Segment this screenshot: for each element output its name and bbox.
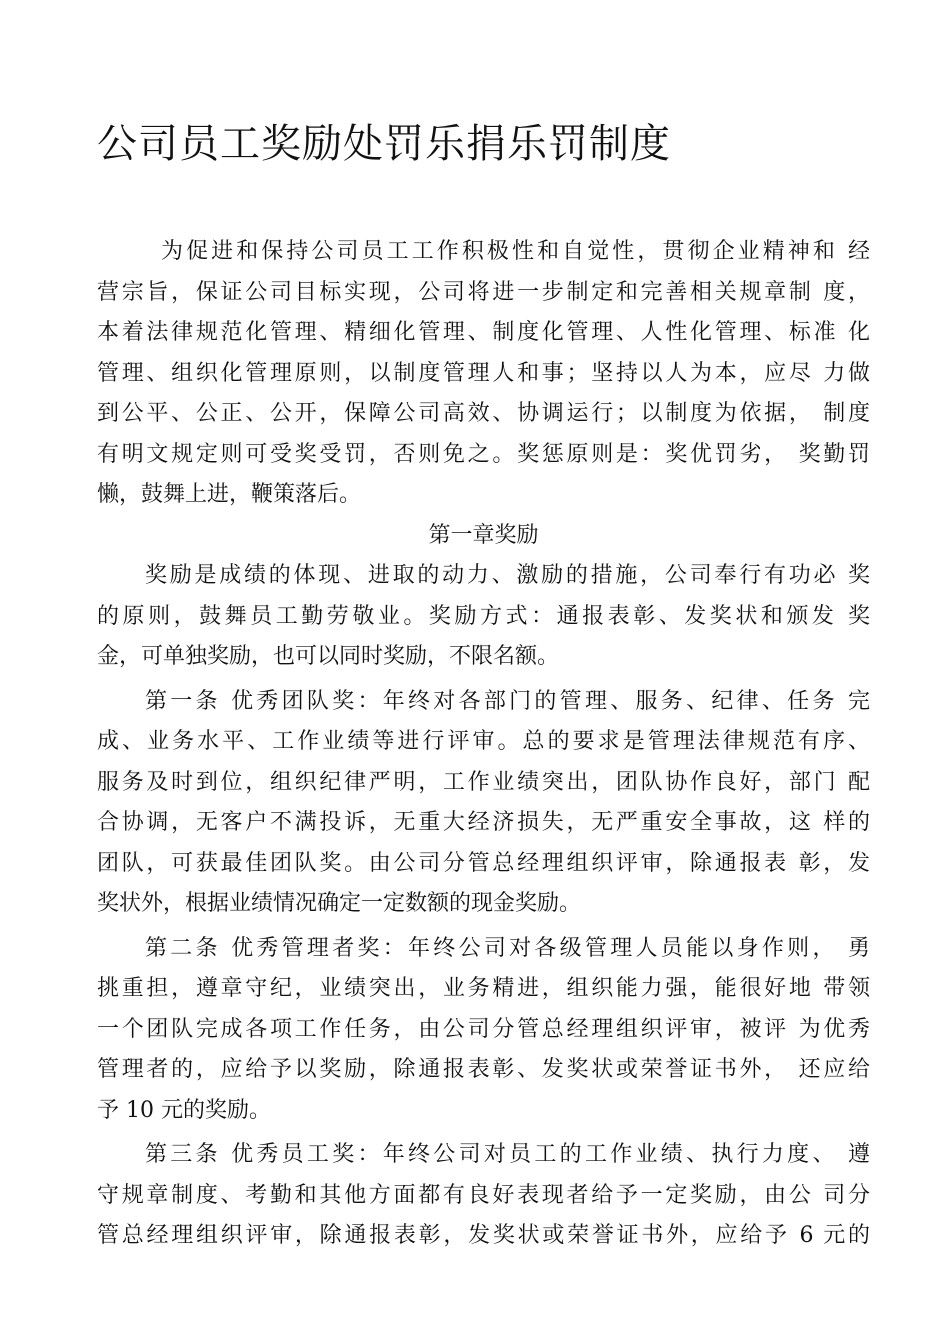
paragraph-line: 奖励是成绩的体现、进取的动力、激励的措施，公司奉行有功必 奖 <box>145 563 870 588</box>
paragraph-line: 为促进和保持公司员工工作积极性和自觉性，贯彻企业精神和 经 <box>161 239 870 264</box>
paragraph-line: 团队，可获最佳团队奖。由公司分管总经理组织评审，除通报表 彰，发 <box>97 850 870 876</box>
paragraph-line: 守规章制度、考勤和其他方面都有良好表现者给予一定奖励，由公 司分 <box>97 1182 870 1208</box>
paragraph-line: 有明文规定则可受奖受罚，否则免之。奖惩原则是：奖优罚劣， 奖勤罚 <box>97 441 870 467</box>
document-body <box>97 232 870 1257</box>
paragraph-line: 奖状外，根据业绩情况确定一定数额的现金奖励。 <box>97 891 582 916</box>
chapter-heading: 第一章奖励 <box>428 522 539 548</box>
paragraph-line: 的原则，鼓舞员工勤劳敬业。奖励方式：通报表彰、发奖状和颁发 奖 <box>97 603 870 629</box>
paragraph-line: 管理者的，应给予以奖励，除通报表彰、发奖状或荣誉证书外， 还应给 <box>97 1057 870 1082</box>
document-title: 公司员工奖励处罚乐捐乐罚制度 <box>97 121 671 167</box>
paragraph-line: 第一条 优秀团队奖：年终对各部门的管理、服务、纪律、任务 完 <box>145 688 870 714</box>
paragraph-line: 金，可单独奖励，也可以同时奖励，不限名额。 <box>97 644 560 669</box>
paragraph-line: 第三条 优秀员工奖：年终公司对员工的工作业绩、执行力度、 遵 <box>145 1142 870 1167</box>
paragraph-line: 管总经理组织评审，除通报表彰，发奖状或荣誉证书外，应给予 6 元的 <box>97 1223 870 1248</box>
paragraph-line: 懒，鼓舞上进，鞭策落后。 <box>97 482 362 507</box>
paragraph-line: 到公平、公正、公开，保障公司高效、协调运行；以制度为依据， 制度 <box>97 401 870 426</box>
paragraph-line: 挑重担，遵章守纪，业绩突出，业务精进，组织能力强，能很好地 带领 <box>97 976 870 1001</box>
paragraph-line: 成、业务水平、工作业绩等进行评审。总的要求是管理法律规范有序、 <box>97 729 870 754</box>
paragraph-line: 管理、组织化管理原则，以制度管理人和事；坚持以人为本，应尽 力做 <box>97 360 870 386</box>
paragraph-line: 一个团队完成各项工作任务，由公司分管总经理组织评审，被评 为优秀 <box>97 1016 870 1042</box>
paragraph-line: 第二条 优秀管理者奖：年终公司对各级管理人员能以身作则， 勇 <box>145 935 870 961</box>
paragraph-line: 营宗旨，保证公司目标实现，公司将进一步制定和完善相关规章制 度， <box>97 279 870 305</box>
paragraph-line: 予 10 元的奖励。 <box>97 1097 271 1123</box>
paragraph-line: 服务及时到位，组织纪律严明，工作业绩突出，团队协作良好，部门 配 <box>97 769 870 795</box>
paragraph-line: 本着法律规范化管理、精细化管理、制度化管理、人性化管理、标准 化 <box>97 320 870 345</box>
paragraph-line: 合协调，无客户不满投诉，无重大经济损失，无严重安全事故，这 样的 <box>97 810 870 835</box>
